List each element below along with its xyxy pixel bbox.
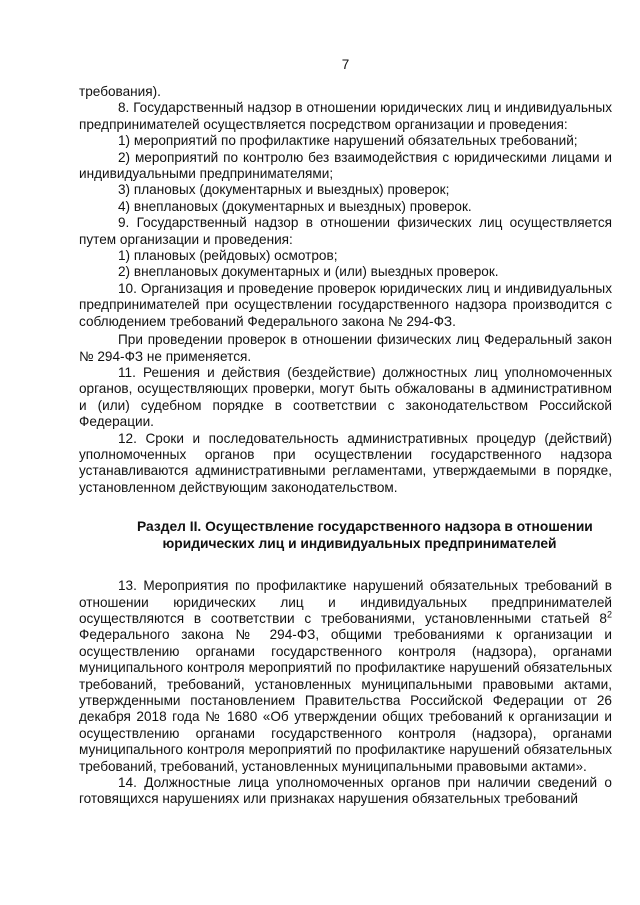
list-item-8-4: 4) внеплановых (документарных и выездных) проверок. [118,198,472,214]
paragraph-13-text-a: 13. Мероприятия по профилактике нарушений обязательных требований в отношении юридических лиц и индивидуальных предпринимателей осуществляются в соответствии с требованиями, установленными статьей 8 [79,578,612,626]
list-item-8-1: 1) мероприятий по профилактике нарушений обязательных требований; [118,133,578,149]
document-body [79,84,612,808]
list-item-8-2: 2) мероприятий по контролю без взаимодействия с юридическими лицами и индивидуальными предпринимателями; [79,149,612,182]
paragraph-13-text-b: Федерального закона № 294-ФЗ, общими требованиями к организации и осуществлению органами государственного контроля (надзора), органами муниципального контроля мероприятий по профилактике нарушений обязательных требований, требований, установленных муниципальными правовыми актами, утвержденными постановлением Правительства Российской Федерации от 26 декабря 2018 года № 1680 «Об утверждении общих требований к организации и осуществлению органами государственного контроля (надзора), органами муниципального контроля мероприятий по профилактике нарушений обязательных требований, требований, установленных муниципальными правовыми актами». [79,627,612,774]
paragraph-10: 10. Организация и проведение проверок юридических лиц и индивидуальных предпринимателей при осуществлении государственного надзора производится с соблюдением требований Федерального закона № 294-ФЗ. [79,280,612,329]
section-heading [79,518,612,552]
list-item-9-1: 1) плановых (рейдовых) осмотров; [118,248,338,264]
page-number: 7 [341,57,350,72]
paragraph-12: 12. Сроки и последовательность административных процедур (действий) уполномоченных органов при осуществлении государственного надзора устанавливаются административными регламентами, утверждаемыми в порядке, установленном действующим законодательством. [79,430,612,495]
section-heading-line-1: Раздел II. Осуществление государственного надзора в отношении [137,519,593,535]
list-item-9-2: 2) внеплановых документарных и (или) выездных проверок. [118,264,499,280]
section-heading-line-2: юридических лиц и индивидуальных предпринимателей [162,536,557,552]
paragraph-11: 11. Решения и действия (бездействие) должностных лиц уполномоченных органов, осуществляющих проверки, могут быть обжалованы в административном и (или) судебном порядке в соответствии с законодательством Российской Федерации. [79,364,612,430]
paragraph-9: 9. Государственный надзор в отношении физических лиц осуществляется путем организации и проведения: [79,215,612,247]
paragraph-10-note: При проведении проверок в отношении физических лиц Федеральный закон № 294-ФЗ не применяется. [79,332,612,364]
list-item-8-3: 3) плановых (документарных и выездных) проверок; [118,182,450,198]
superscript-article-number: 2 [606,609,612,620]
paragraph-14: 14. Должностные лица уполномоченных органов при наличии сведений о готовящихся нарушениях или признаках нарушения обязательных требований [79,775,612,807]
paragraph-8: 8. Государственный надзор в отношении юридических лиц и индивидуальных предпринимателей осуществляется посредством организации и проведения: [79,100,612,132]
paragraph-continuation: требования). [79,84,161,99]
paragraph-13 [79,578,612,775]
